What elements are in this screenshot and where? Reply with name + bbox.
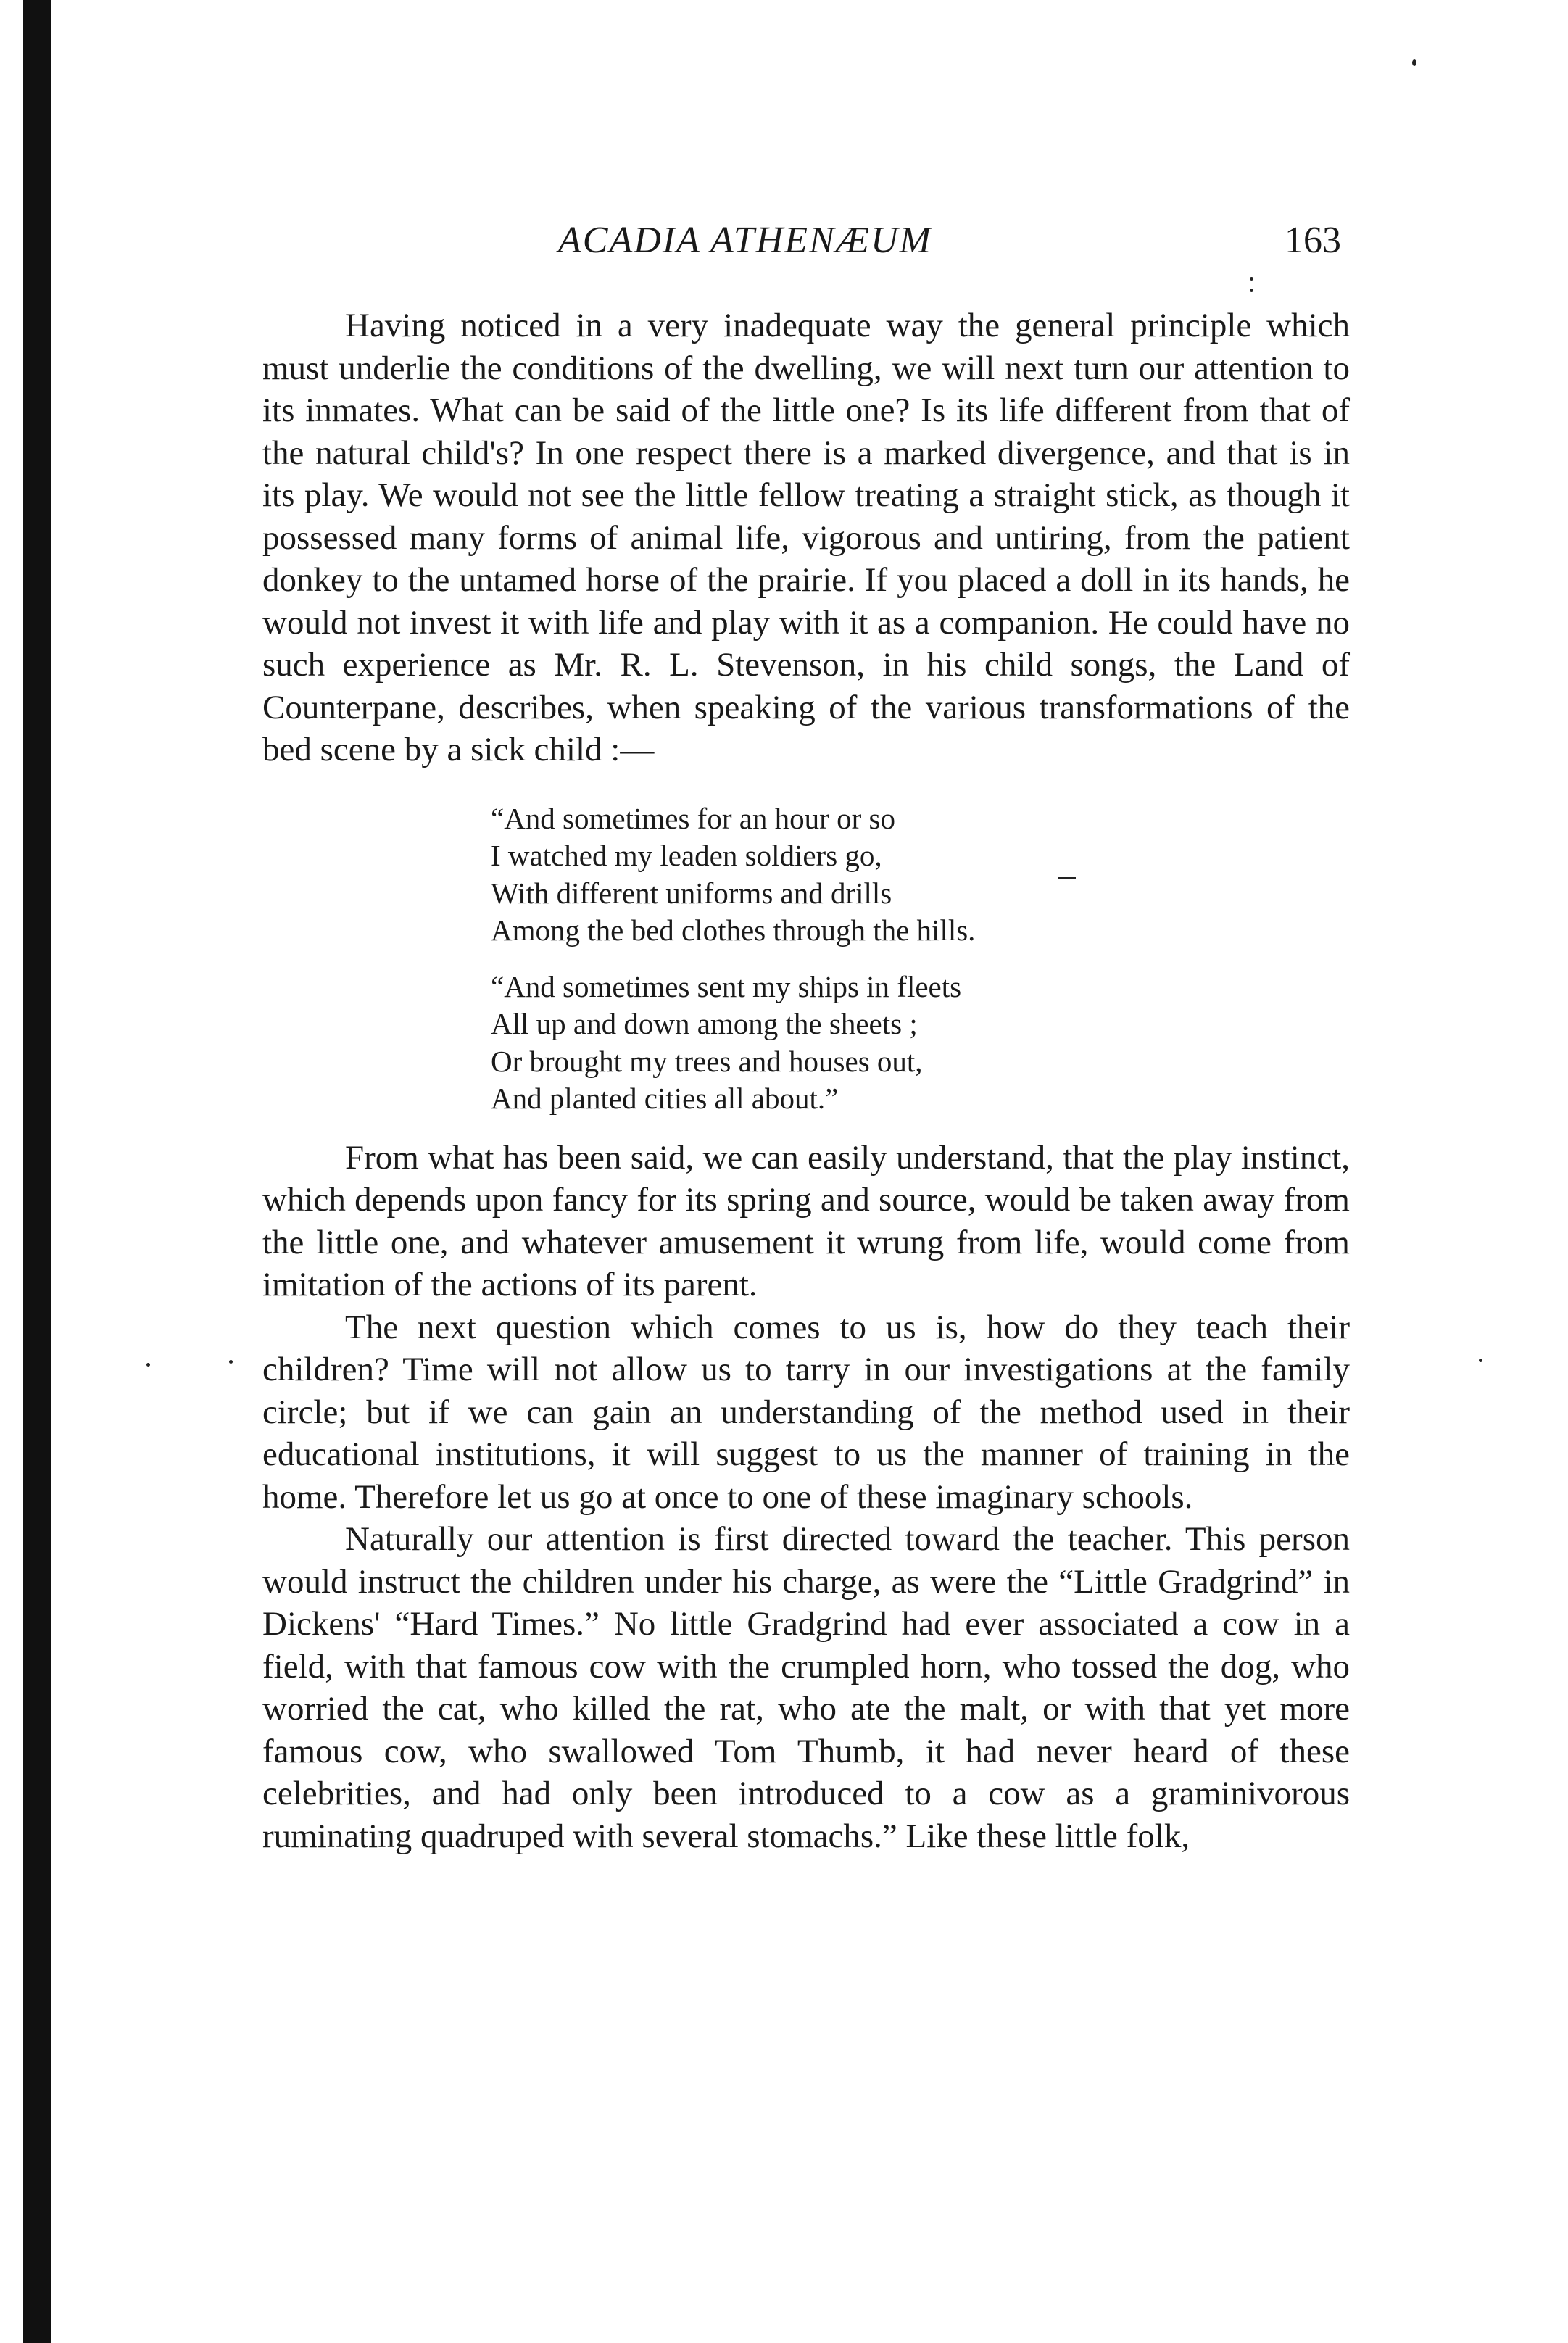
poem-stanza-1 <box>491 800 1350 950</box>
scan-speck <box>1412 59 1416 66</box>
poem-line: With different uniforms and drills <box>491 876 892 910</box>
poem-line: And planted cities all about.” <box>491 1082 839 1115</box>
poem-line: Among the bed clothes through the hills. <box>491 913 976 947</box>
paragraph-4: Naturally our attention is first directed toward the teacher. This person would instruct the children under his charge, as were the “Little Gradgrind” in Dickens' “Hard Times.” No little Gradgrind had ever associated a cow in a field, with that famous cow with the crumpled horn, who tossed the dog, who worried the cat, who killed the rat, who ate the malt, or with that yet more famous cow, who swallowed Tom Thumb, it had never heard of these celebrities, and had only been introduced to a cow as a graminivorous ruminating quadruped with several stomachs.” Like these little folk, <box>262 1520 1350 1855</box>
paragraph-2: From what has been said, we can easily understand, that the play instinct, which depends upon fancy for its spring and source, would be taken away from the little one, and whatever amusement it wrung from life, would come from imitation of the actions of its parent. <box>262 1138 1350 1303</box>
page-number: 163 <box>1285 220 1341 261</box>
running-title: ACADIA ATHENÆUM <box>558 220 932 261</box>
scan-speck <box>1058 877 1076 879</box>
body-text <box>262 304 1350 1857</box>
scan-speck <box>1250 277 1253 281</box>
scan-speck <box>146 1363 150 1367</box>
binding-edge <box>23 0 51 2343</box>
poem-quotation <box>491 800 1350 1118</box>
poem-line: “And sometimes sent my ships in fleets <box>491 969 962 1003</box>
poem-line: All up and down among the sheets ; <box>491 1007 918 1040</box>
running-head <box>268 219 1341 277</box>
paragraph-1: Having noticed in a very inadequate way the general principle which must underlie the conditions of the dwelling, we will next turn our attention to its inmates. What can be said of the little one? Is its life different from that of the natural child's? In one respect there is a marked divergence, and that is in its play. We would not see the little fellow treating a straight stick, as though it possessed many forms of animal life, vigorous and untiring, from the patient donkey to the untamed horse of the prairie. If you placed a doll in its hands, he would not invest it with life and play with it as a companion. He could have no such experience as Mr. R. L. Stevenson, in his child songs, the Land of Counterpane, describes, when speaking of the various transformations of the bed scene by a sick child :— <box>262 307 1350 768</box>
paragraph-3: The next question which comes to us is, how do they teach their children? Time will not allow us to tarry in our investigations at the family circle; but if we can gain an understanding of the method used in their educational institutions, it will suggest to us the manner of training in the home. Therefore let us go at once to one of these imaginary schools. <box>262 1308 1350 1516</box>
poem-line: “And sometimes for an hour or so <box>491 801 895 835</box>
scan-speck <box>229 1360 233 1364</box>
poem-line: I watched my leaden soldiers go, <box>491 839 882 872</box>
poem-line: Or brought my trees and houses out, <box>491 1044 923 1078</box>
poem-stanza-2 <box>491 969 1350 1118</box>
scan-speck <box>1479 1359 1482 1362</box>
scan-speck <box>1250 289 1253 292</box>
